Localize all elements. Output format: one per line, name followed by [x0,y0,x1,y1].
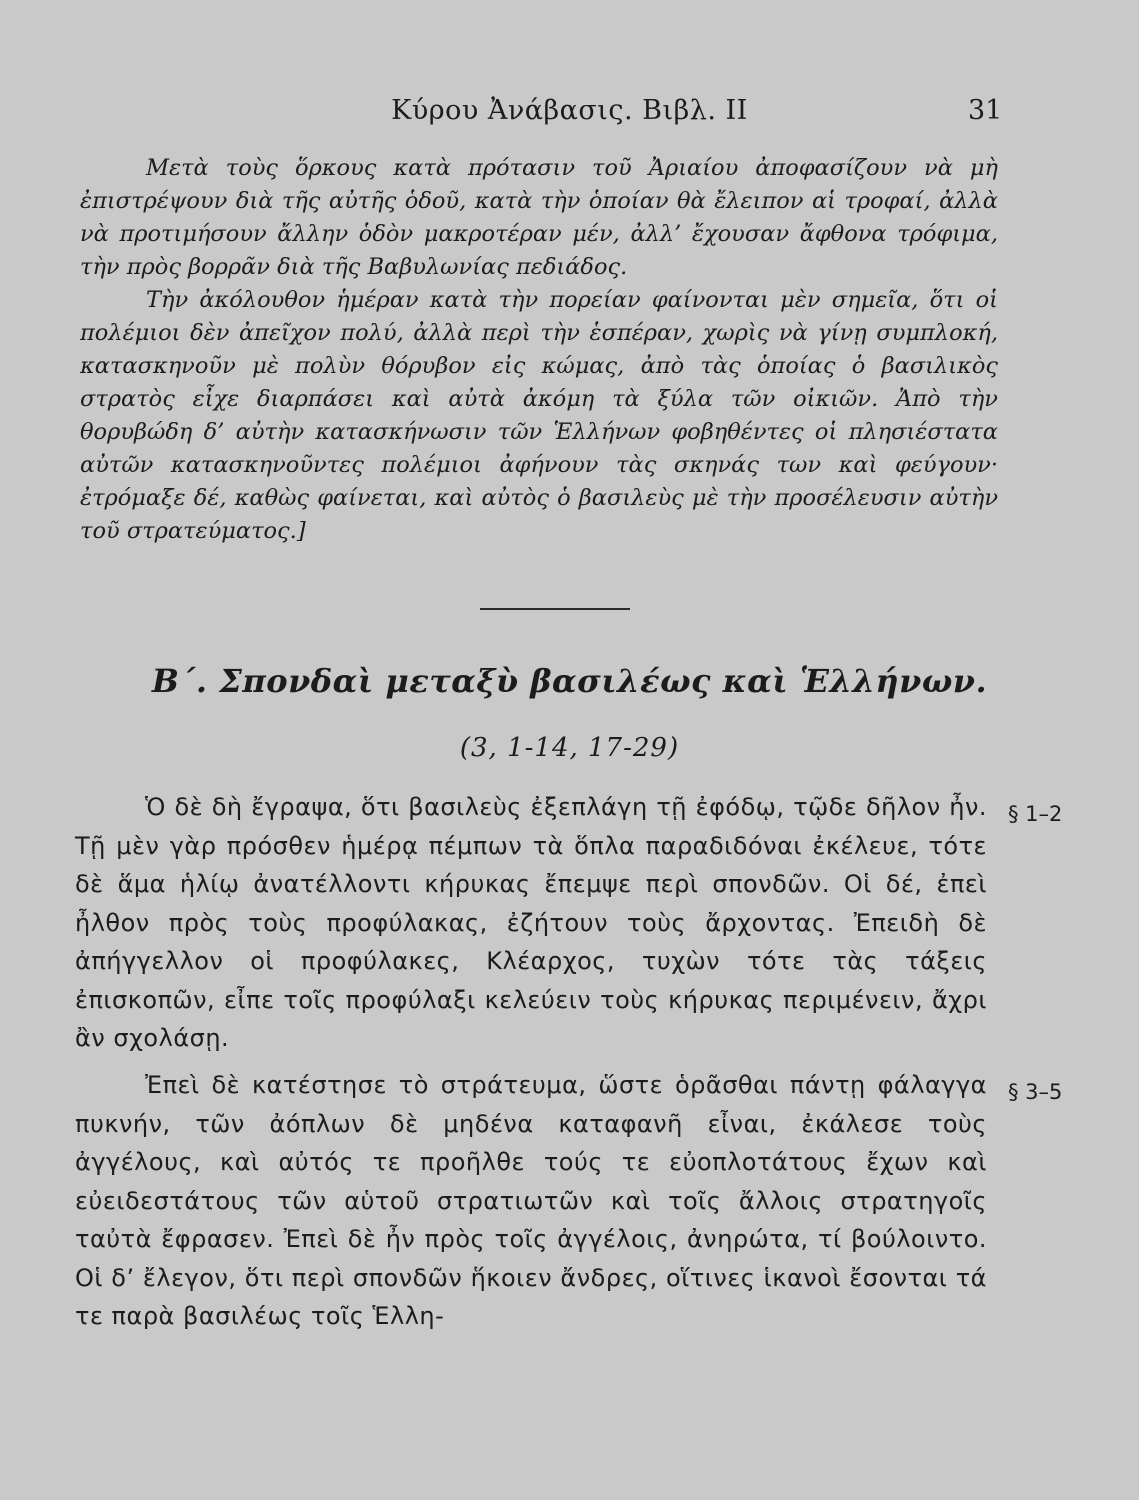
body-paragraph: Ὁ δὲ δὴ ἔγραψα, ὅτι βασιλεὺς ἐξεπλάγη τῇ ἐφόδῳ, τῷδε δῆλον ἦν. Τῇ μὲν γὰρ πρόσθεν ἡμέρᾳ πέμπων τὰ ὅπλα παραδιδόναι ἐκέλευε, τότε δὲ ἅμα ἡλίῳ ἀνατέλλοντι κήρυκας ἔπεμψε περὶ σπονδῶν. Οἱ δέ, ἐπεὶ ἦλθον πρὸς τοὺς προφύλακας, ἐζήτουν τοὺς ἄρχοντας. Ἐπειδὴ δὲ ἀπήγγελλον οἱ προφύλακες, Κλέαρχος, τυχὼν τότε τὰς τάξεις ἐπισκοπῶν, εἶπε τοῖς προφύλαξι κελεύειν τοὺς κήρυκας περιμένειν, ἄχρι ἂν σχολάσῃ. [75,793,987,1052]
body-paragraph: Ἐπεὶ δὲ κατέστησε τὸ στράτευμα, ὥστε ὁρᾶσθαι πάντῃ φάλαγγα πυκνήν, τῶν ἀόπλων δὲ μηδένα καταφανῆ εἶναι, ἐκάλεσε τοὺς ἀγγέλους, καὶ αὐτός τε προῆλθε τούς τε εὐοπλοτάτους ἔχων καὶ εὐειδεστάτους τῶν αὑτοῦ στρατιωτῶν καὶ τοῖς ἄλλοις στρατηγοῖς ταὐτὰ ἔφρασεν. Ἐπεὶ δὲ ἦν πρὸς τοῖς ἀγγέλοις, ἀνηρώτα, τί βούλοιντο. Οἱ δ’ ἔλεγον, ὅτι περὶ σπονδῶν ἥκοιεν ἄνδρες, οἵτινες ἱκανοὶ ἔσονται τά τε παρὰ βασιλέως τοῖς Ἑλλη- [75,1071,987,1330]
page-number: 31 [968,95,1003,126]
intro-paragraph: Τὴν ἀκόλουθον ἡμέραν κατὰ τὴν πορείαν φαίνονται μὲν σημεῖα, ὅτι οἱ πολέμιοι δὲν ἀπεῖχον πολύ, ἀλλὰ περὶ τὴν ἑσπέραν, χωρὶς νὰ γίνῃ συμπλοκή, κατασκηνοῦν μὲ πολὺν θόρυβον εἰς κώμας, ἀπὸ τὰς ὁποίας ὁ βασιλικὸς στρατὸς εἶχε διαρπάσει καὶ αὐτὰ ἀκόμη τὰ ξύλα τῶν οἰκιῶν. Ἀπὸ τὴν θορυβώδη δ’ αὐτὴν κατασκήνωσιν τῶν Ἑλλήνων φοβηθέντες οἱ πλησιέστατα αὐτῶν κατασκηνοῦντες πολέμιοι ἀφήνουν τὰς σκηνάς των καὶ φεύγουν· ἐτρόμαξε δέ, καθὼς φαίνεται, καὶ αὐτὸς ὁ βασιλεὺς μὲ τὴν προσέλευσιν αὐτὴν τοῦ στρατεύματος.] [80,287,998,544]
section-divider [480,608,630,610]
section-title: Β΄. Σπονδαὶ μεταξὺ βασιλέως καὶ Ἑλλήνων. [151,662,988,700]
greek-text-block [75,788,987,1058]
section-reference: (3, 1-14, 17-29) [459,733,680,763]
margin-reference: § 1–2 [1008,802,1063,826]
margin-reference: § 3–5 [1008,1080,1063,1104]
running-title: Κύρου Ἀνάβασις. Βιβλ. II [391,95,748,126]
greek-text-block [75,1066,987,1336]
intro-summary [80,152,998,548]
intro-paragraph: Μετὰ τοὺς ὅρκους κατὰ πρότασιν τοῦ Ἀριαίου ἀποφασίζουν νὰ μὴ ἐπιστρέψουν διὰ τῆς αὐτῆς ὁδοῦ, κατὰ τὴν ὁποίαν θὰ ἔλειπον αἱ τροφαί, ἀλλὰ νὰ προτιμήσουν ἄλλην ὁδὸν μακροτέραν μέν, ἀλλ’ ἔχουσαν ἄφθονα τρόφιμα, τὴν πρὸς βορρᾶν διὰ τῆς Βαβυλωνίας πεδιάδος. [80,155,998,280]
